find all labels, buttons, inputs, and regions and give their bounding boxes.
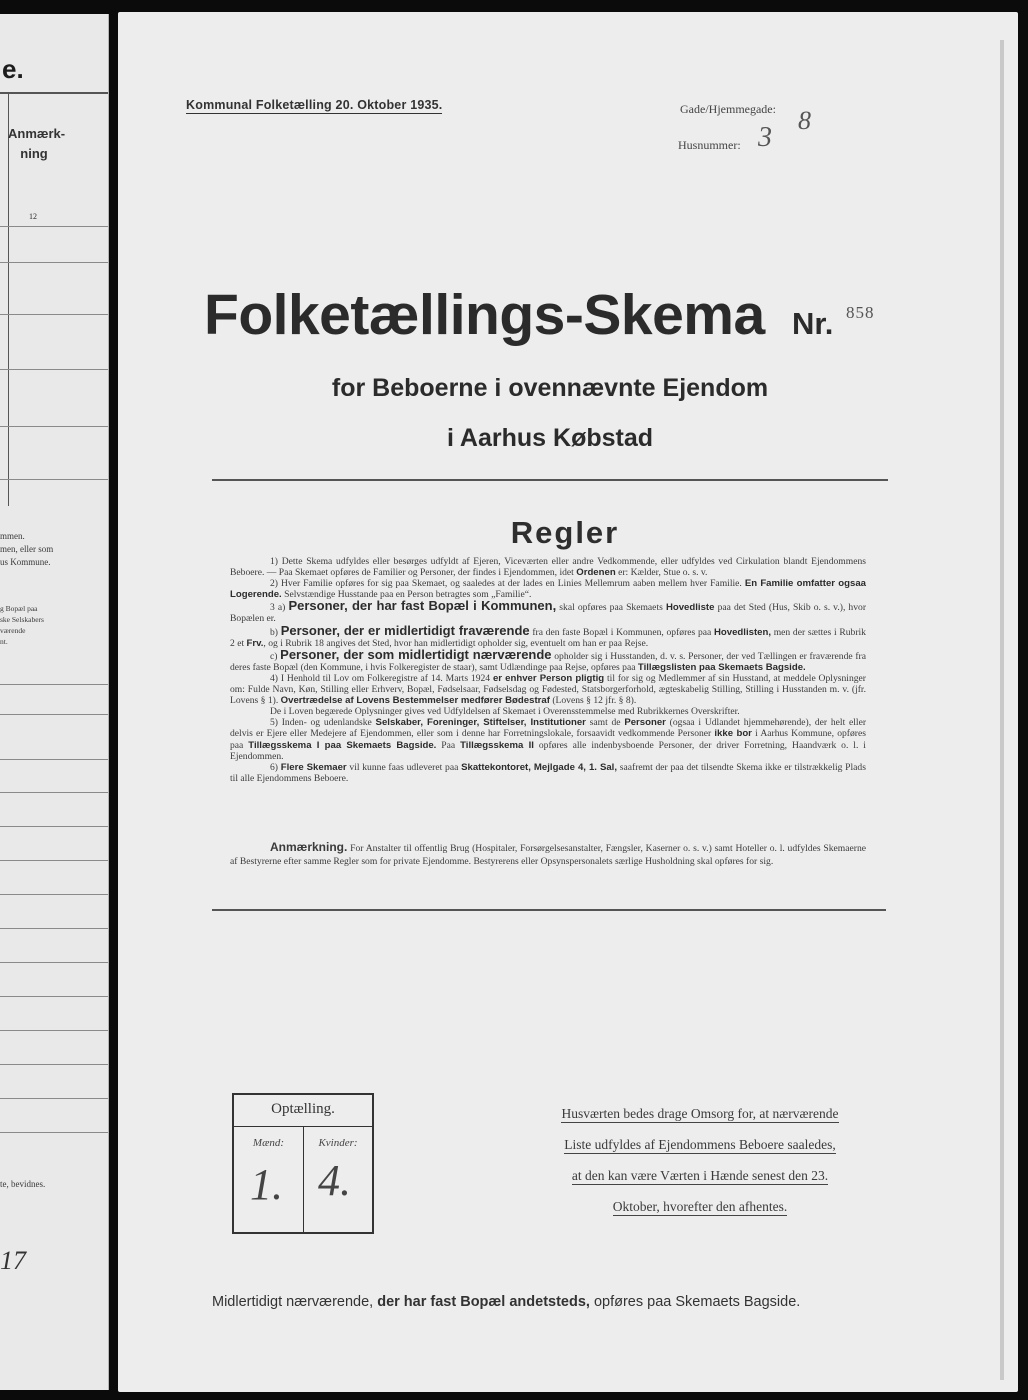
left-rule — [0, 792, 108, 793]
left-rule — [0, 996, 108, 997]
remark-column-header: Anmærk-ning — [8, 126, 66, 161]
rule-6: 6) Flere Skemaer vil kunne faas udleveret paa Skattekontoret, Mejlgade 4, 1. Sal, saafremt der paa det tilsendte Skema ikke er tilstrækkelig Plads til alle Ejendommens Beboere. — [230, 761, 866, 784]
left-rule — [0, 826, 108, 827]
remark-label: Anmærkning. — [270, 840, 348, 854]
notice-line: Oktober, hvorefter den afhentes. — [612, 1199, 788, 1214]
left-rule — [0, 314, 108, 315]
left-note-line: ske Selskabers — [0, 615, 44, 624]
rule-3b: b) Personer, der er midlertidigt fraværende fra den faste Bopæl i Kommunen, opføres paa Hovedlisten, men der sættes i Rubrik 2 et Frv., og i Rubrik 18 angives det Sted, hvor han midlertidigt opholder sig, eventuelt om han er paa Rejse. — [230, 622, 866, 649]
divider — [212, 479, 888, 481]
men-label: Mænd: — [252, 1137, 285, 1149]
notice-line: Husværten bedes drage Omsorg for, at nærværende — [561, 1106, 839, 1121]
left-rule — [0, 1132, 108, 1133]
left-rule — [0, 894, 108, 895]
left-note-line: værende — [0, 626, 26, 635]
notice-line: Liste udfyldes af Ejendommens Beboere saaledes, — [564, 1137, 836, 1152]
left-page-fragment — [0, 14, 109, 1390]
form-number-value: 858 — [846, 303, 875, 322]
house-number-value: 3 — [758, 122, 772, 153]
count-box — [232, 1093, 374, 1234]
column-number: 12 — [29, 212, 37, 221]
left-note-line: us Kommune. — [0, 557, 51, 567]
left-rule — [0, 369, 108, 370]
left-handwritten-number: 17 — [0, 1246, 26, 1275]
left-note-line: g Bopæl paa — [0, 604, 38, 613]
rule-1: 1) Dette Skema udfyldes eller besørges udfyldt af Ejeren, Viceværten eller andre Vedkommende, eller udfyldes ved Cirkulation blandt Ejendommens Beboere. — Paa Skemaet opføres de Familier og Personer, der findes i Ejendommen, idet Ordenen er: Kælder, Stue o. s. v. — [230, 556, 866, 579]
left-rule — [0, 714, 108, 715]
form-title: Folketællings-Skema — [204, 283, 765, 347]
left-rule — [0, 1030, 108, 1031]
left-rule — [0, 860, 108, 861]
rule-3c: c) Personer, der som midlertidigt nærværende opholder sig i Husstanden, d. v. s. Personer, der ved Tællingen er fraværende fra deres faste Bopæl (den Kommune, i hvis Folkeregister de staar), samt Udlændinge paa Rejse, opføres paa Tillægslisten paa Skemaets Bagside. — [230, 646, 866, 673]
divider — [212, 909, 886, 911]
rules-text — [230, 556, 866, 784]
street-label: Gade/Hjemmegade: — [680, 102, 776, 116]
left-rule — [0, 262, 108, 263]
left-rule — [0, 226, 108, 227]
form-subtitle-1: for Beboerne i ovennævnte Ejendom — [331, 374, 769, 402]
left-page-heading: e. — [2, 54, 24, 84]
left-rule — [0, 1064, 108, 1065]
rule-4: 4) I Henhold til Lov om Folkeregistre af 14. Marts 1924 er enhver Person pligtig til for sig og Medlemmer af sin Husstand, at meddele Oplysninger om: Fulde Navn, Køn, Stilling eller Erhverv, Bopæl, Fødselsaar, Fødselsdag og Fødested, Statsborgerforhold, ægteskabelig Stilling, Stilling i Husstanden m. v. (jfr. Lovens § 1). Overtrædelse af Lovens Bestemmelser medfører Bødestraf (Lovens § 12 jfr. § 8). — [230, 672, 866, 707]
count-box-title: Optælling. — [271, 1101, 335, 1117]
street-value: 8 — [798, 106, 811, 135]
left-note-line: mmen. — [0, 531, 25, 541]
left-rule — [0, 962, 108, 963]
men-count: 1. — [250, 1160, 283, 1209]
page-edge — [1000, 40, 1004, 1380]
left-note-line: te, bevidnes. — [0, 1179, 46, 1189]
women-label: Kvinder: — [318, 1137, 358, 1149]
house-number-label: Husnummer: — [678, 138, 741, 152]
rule-4b: De i Loven begærede Oplysninger gives ved Udfyldelsen af Skemaet i Overensstemmelse med Rubrikkernes Overskrifter. — [270, 706, 740, 718]
left-note-line: nt. — [0, 637, 8, 646]
landlord-notice — [534, 1098, 866, 1222]
footer-pre: Midlertidigt nærværende, — [212, 1294, 374, 1310]
form-subtitle-2: i Aarhus Købstad — [446, 424, 654, 452]
remark-text: For Anstalter til offentlig Brug (Hospitaler, Forsørgelsesanstalter, Fængsler, Kaserner o. s. v.) samt Hoteller o. l. udfyldes Skemaerne af Bestyrerne efter samme Regler som for private Ejendomme. Bestyrerens eller Opsynspersonalets særlige Husholdning skal opføres for sig. — [230, 843, 866, 867]
notice-line: at den kan være Værten i Hænde senest den 23. — [571, 1168, 829, 1183]
left-rule — [0, 1098, 108, 1099]
footer-note — [212, 1294, 876, 1310]
footer-bold: der har fast Bopæl andetsteds, — [377, 1294, 590, 1310]
rule-5: 5) Inden- og udenlandske Selskaber, Foreninger, Stiftelser, Institutioner samt de Personer (ogsaa i Udlandet hjemmehørende), der helt eller delvis er Ejere eller Medejere af Ejendommen, eller som i denne har Forretningslokale, forsaavidt vedkommende Personer ikke bor i Aarhus Kommune, opføres paa Tillægsskema I paa Skemaets Bagside. Paa Tillægsskema II opføres alle indenbysboende Personer, der driver Forretning, Haandværk o. l. i Ejendommen. — [230, 717, 867, 762]
form-number-label: Nr. — [792, 306, 834, 341]
left-note-line: men, eller som — [0, 544, 54, 554]
rule-3a: 3 a) Personer, der har fast Bopæl i Kommunen, skal opføres paa Skemaets Hovedliste paa det Sted (Hus, Skib o. s. v.), hvor Bopælen er. — [230, 598, 867, 625]
footer-post: opføres paa Skemaets Bagside. — [593, 1294, 801, 1310]
census-header: Kommunal Folketælling 20. Oktober 1935. — [186, 98, 443, 112]
rules-heading: Regler — [510, 515, 620, 550]
left-rule — [0, 759, 108, 760]
women-count: 4. — [318, 1156, 351, 1205]
left-rule — [0, 928, 108, 929]
rule-2: 2) Hver Familie opføres for sig paa Skemaet, og saaledes at der lades en Linies Mellemrum aaben mellem hver Familie. En Familie omfatter ogsaa Logerende. Selvstændige Husstande paa en Person betragtes som „Familie“. — [230, 578, 867, 601]
left-rule — [0, 684, 108, 685]
left-rule — [0, 479, 108, 480]
remark-paragraph — [230, 841, 866, 868]
